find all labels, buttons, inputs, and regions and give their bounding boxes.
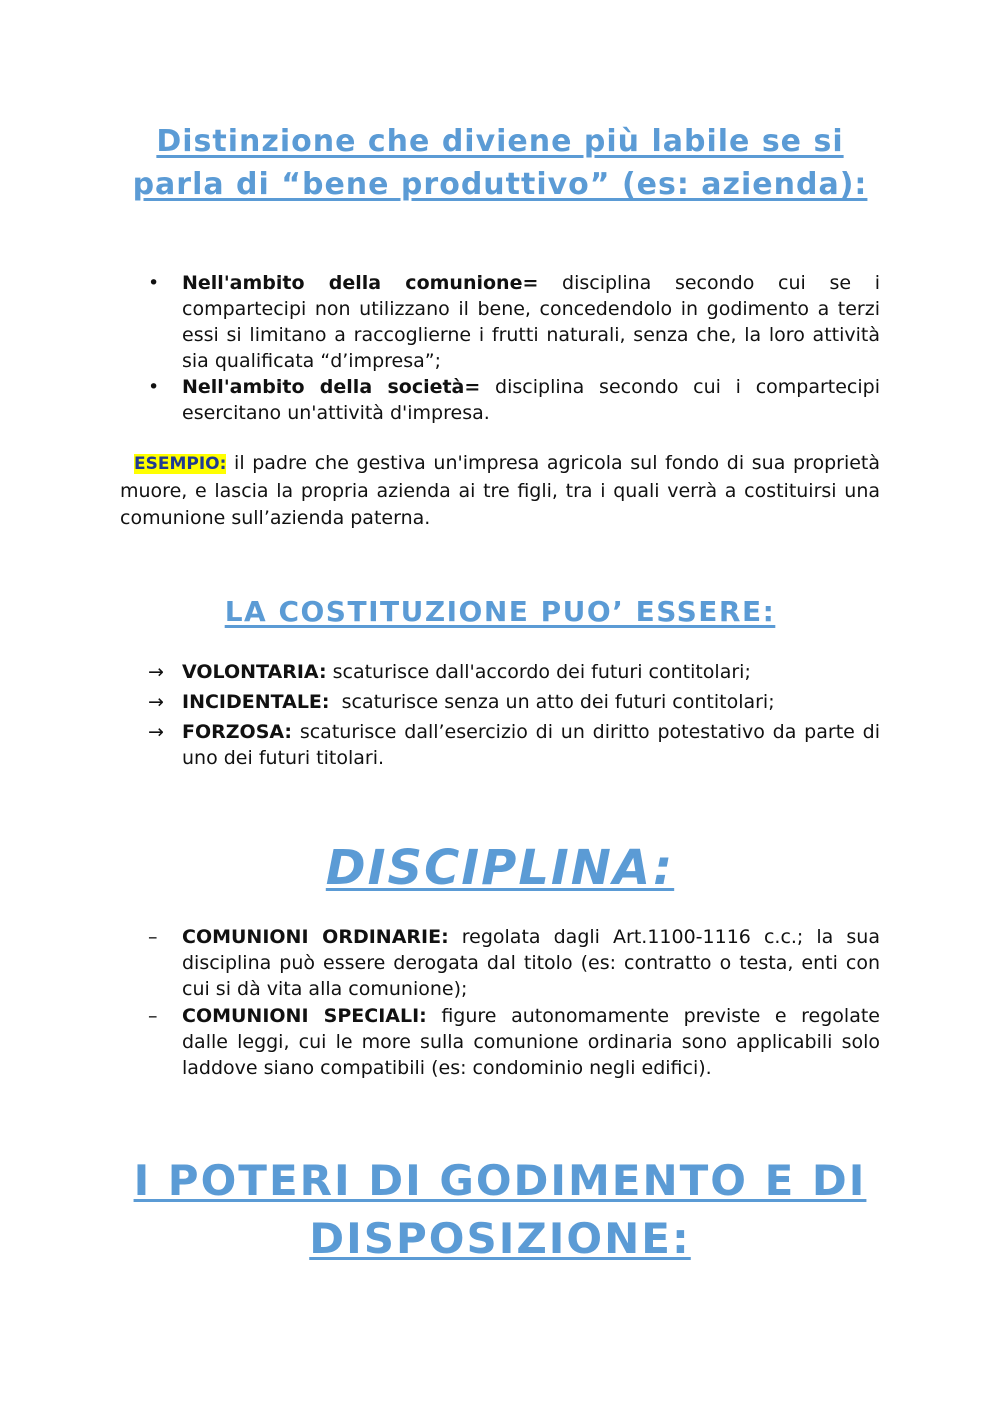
example-label: ESEMPIO: [134,454,227,474]
example-text: il padre che gestiva un'impresa agricola sul fondo di sua proprietà muore, e lascia la propria azienda ai tre figli, tra i quali verrà a costituirsi una comunione sull’azienda paterna. [120,452,880,529]
item-text: disciplina secondo cui i compartecipi esercitano un'attività d'impresa. [182,376,880,424]
item-term: VOLONTARIA: [182,661,327,683]
dash-marker: – [148,926,158,948]
heading-poteri: I POTERI DI GODIMENTO E DI DISPOSIZIONE: [133,1156,867,1263]
list-item [120,659,880,685]
item-term: Nell'ambito della comunione= [182,272,539,294]
bullet-marker: • [148,376,160,398]
list-item [120,719,880,771]
heading-distinzione: Distinzione che diviene più labile se si parla di “bene produttivo” (es: azienda): [132,124,868,202]
list-costituzione [120,659,880,775]
item-term: COMUNIONI ORDINARIE: [182,926,449,948]
list-item [120,374,880,426]
heading-costituzione: LA COSTITUZIONE PUO’ ESSERE: [224,595,776,628]
item-text: regolata dagli Art.1100-1116 c.c.; la sua disciplina può essere derogata dal titolo (es: contratto o testa, enti con cui si dà vita alla comunione); [182,926,880,1000]
dash-marker: – [148,1005,158,1027]
list-item [120,689,880,715]
arrow-marker: → [148,661,164,683]
heading-disciplina: DISCIPLINA: [325,840,675,896]
bullet-marker: • [148,272,160,294]
list-disciplina [120,924,880,1082]
item-term: INCIDENTALE: [182,691,330,713]
item-text: disciplina secondo cui se i compartecipi non utilizzano il bene, concedendolo in godimento a terzi essi si limitano a raccoglierne i frutti naturali, senza che, la loro attività sia qualificata “d’impresa”; [182,272,880,372]
item-term: Nell'ambito della società= [182,376,481,398]
arrow-marker: → [148,691,164,713]
list-item [120,924,880,1002]
list-item [120,1003,880,1081]
item-term: COMUNIONI SPECIALI: [182,1005,427,1027]
item-text: scaturisce senza un atto dei futuri contitolari; [329,691,775,713]
item-term: FORZOSA: [182,721,293,743]
example-paragraph [120,450,880,532]
arrow-marker: → [148,721,164,743]
item-text: scaturisce dall'accordo dei futuri contitolari; [326,661,751,683]
item-text: scaturisce dall’esercizio di un diritto potestativo da parte di uno dei futuri titolari. [182,721,880,769]
item-text: figure autonomamente previste e regolate dalle leggi, cui le more sulla comunione ordinaria sono applicabili solo laddove siano compatibili (es: condominio negli edifici). [182,1005,880,1079]
list-item [120,270,880,374]
list-ambiti [120,270,880,426]
